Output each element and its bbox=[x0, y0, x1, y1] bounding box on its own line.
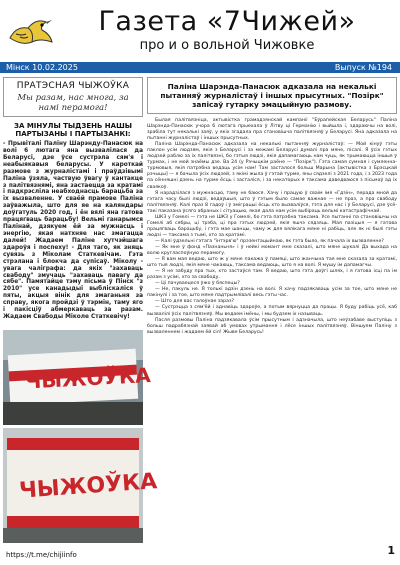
article-paragraph: — Як мне ў фонд «Пазнаньня» і ў нейкі момант мне сказалі, што мяне шукалі Да выхада на волю кругласпоўную перамогу. bbox=[147, 244, 397, 257]
article-body bbox=[147, 118, 397, 336]
left-column-header bbox=[3, 77, 143, 117]
article-paragraph: Паліна Шарэнда-Панасюк адказала на некалькі пытанняў журналістаў: — Мой кінуў гэты паклон усім людзям, якія з Беларусі і за межамі Беларусі думалі пра мяне, пісалі. Я ўсіх гэтых людзей раблю за іх палітвязні, бо гэтыя людзі, якія дапамагаюць нам чуць, як трымаюцца іншыя ў турмах, і не мой знаёмы дзе. Ва 24 (у Рэчыцкім раёне — "Позірк"). Гэта самая сумная і сумленна-турмовыя, якія патрэбна ведаць усім нам! Там засталося больш Марына [актывістка з Брэсцкай рэчыцы] — я бачыла ўсіх людзей, з якімі жыла ў гэтай турме, яны сядзелі з 2021 года, і з 2023 года па сённяшні дзень на турме ёсць і засталіся, і за некаторых я таксама даведваюся з пісьмаў ад іх сваякоў. bbox=[147, 142, 397, 190]
section-slogan: Мы разам, нас многа, за намі перамога! bbox=[17, 93, 129, 113]
page-number: 1 bbox=[387, 544, 395, 557]
article-paragraph: — Сустрэцца з сям'ёй і аднавіць здароўе, а потым вярнуцца да працы. Я буду рабіць усё, каб вызвалілі ўсіх палітвязняў. Мы ведаем імёны, і мы будзем іх называць. bbox=[147, 305, 397, 317]
article-paragraph: — Калі ўдзельні гэтага "інтэрв'ю" прэзентацыйнаю, як гэта было, як пачала іх вызваленне? bbox=[155, 238, 384, 244]
banner-text: ЧЫЖОЎКА bbox=[24, 362, 152, 394]
issue-number: Выпуск №194 bbox=[334, 63, 392, 72]
newspaper-title: Газета «7Чижей» bbox=[98, 6, 356, 37]
article-paragraph: — Я не забуду пра тых, хто застаўся там. Я ведаю, што гэта доўгі шлях, і я гатова ісці па ім разам з усімі, хто за свабоду. bbox=[147, 269, 397, 281]
article bbox=[147, 77, 397, 336]
weekly-subhead: ЗА МІНУЛЫ ТЫДЗЕНЬ НАШЫ ПАРТЫЗАНЫ І ПАРТЫЗАНКІ: bbox=[14, 122, 132, 138]
article-paragraph: ШКЗ у Гомелі — гэта не ШКЗ у Гомелі, бо гэта патрэбна таксама. Усе пытанні па становішчы на Гомелі аб сябры, ці трэба, ці пра гэтых людзей, якія яшчэ сядзяць. Мая пазіцыя — я гатова працягваць барацьбу, і гэта мае шанцы, чаму ж для вялікага мяне ні рабіць, але як ні былі гэты людзі — таксама з тымі, хто за кратамі. bbox=[147, 214, 397, 238]
left-column bbox=[3, 77, 143, 321]
article-paragraph: Былая палітвязніца, актывістка грамадзянскай кампаніі "Еўрапейская Беларусь" Паліна Шарэнда-Панасюк учора 6 лютага прыехала ў Літву ці Германію і выйшла і, здараючы на волі, зрабіла тут некалькі заяў, у якіх згадала пра становішча палітвязняў у Беларусі. Яна адказала на пытанні журналістаў і іншых прысутных. bbox=[147, 118, 397, 142]
newspaper-subtitle: про и о вольной Чижовке bbox=[139, 38, 315, 53]
bird-logo-icon bbox=[6, 8, 54, 52]
article-headline: Паліна Шарэнда-Панасюк адказала на некалькі пытанняў журналістаў і іншых прысутных. "Позірк" запісаў гутарку эмацыйную размову. bbox=[147, 77, 397, 114]
info-bar bbox=[0, 62, 400, 73]
article-paragraph: — Што для вас галоўнае зараз? bbox=[155, 299, 235, 305]
telegram-link[interactable]: https://t.me/chijiinfo bbox=[6, 551, 77, 559]
article-paragraph: Я нарадзілася з мужнасцю, таму не баюся. Хачу і працую ў сваім імя «Гдзін», перада мной да гэтага часу былі людзі, ведаўшыя, што ў гэтым было самае важнае — не праз, а пра свабоду палітвязняў. Калі праз 8 гадоў і ў эміграцыі ёсць хто вызваліўся, гэта для нас і ў Беларусі, дзе ўсё-такі паказана ўсяго абраных і сітуацыю, якая дала нам усім выбіраць вельмі катастрафічнай. bbox=[147, 190, 397, 214]
protest-photo-2 bbox=[3, 428, 158, 543]
weekly-body: - Прывіталі Паліну Шарэнду-Панасюк на волі 6 лютага яна вызвалілася да Беларусі, дзе ўсе сустрэла сям'я і неабыякавыя беларусы. У кароткай размове з журналістамі і праўдзівымі Паліна ўзяла, частвую ўвагу ў кантакце з палітвязнямі, яна застаецца за кратамі і падкрэсліла неабходнасць барацьба за іх вызваленне. У сваёй прамове Паліна заўважыла, што для яе на каляндары доўгатуль 2020 год, і ён вялі яна гатова працягваць барацьбу! Вельмі ганарымся Палінай, дзякуем ёй за мужнасць і энергію, якая натхняе нас змагацца далей! Жадаем Паліне хутчэйшага здароўя і поспеху! - Для таго, як зняць сувязь з Міколам Статкевічам. Гэта стрэлана і блокча да супісаў. Міколу - увага чаліграфа: да якіх "захаваць свабоду" змучаць "захаваць павагу да сябе". Памятайце тэму пісьма ў Пінск "з 2010" усе канадыдыі выбліскаліся ў пяты, акцыя вінік для змаганьня за справу, якога пройдзі ў тэрмін, таму яго і пакісціў абмеркаваць за разам. Жадаем Свабоды Міколе Статкевічу! bbox=[3, 141, 143, 321]
issue-date: Мінск 10.02.2025 bbox=[6, 63, 78, 72]
banner-text: ЧЫЖОЎКА bbox=[18, 469, 158, 504]
article-paragraph: — Не, пакуль не. Я толькі адзін дзень на волі. Я хачу падзякаваць усім за тое, што мяне не пакінулі і за тое, што мяне падтрымлівалі весь гэты час. bbox=[147, 287, 397, 299]
article-paragraph: — Я вам мая ведаю, што ж у мяне пакажа ў памяці, што жанчына тая мне сказала за кратамі, што тыя людзі, якія мяне чакаюць, таксама ведаюць, што я на волі. Я мушу ім дапамагчы. bbox=[147, 257, 397, 269]
section-heading: ПРАТЭСНАЯ ЧЫЖОЎКА bbox=[16, 81, 130, 91]
protest-photo-1 bbox=[3, 330, 152, 425]
article-paragraph: Пасля размовы Паліна падзякавала ўсім прысутным і адзначыла, што неўзабаве выступіць з больш падрабязнай заявай аб умовах утрымання і лёсе іншых палітвязняў. Віншуем Паліну з вызваленнем і жадаем ёй сіл! Жыве Беларусь! bbox=[147, 317, 397, 335]
masthead bbox=[0, 0, 400, 60]
article-paragraph: — Ці пачуваецеся ўжо ў бяспецы? bbox=[155, 281, 240, 287]
